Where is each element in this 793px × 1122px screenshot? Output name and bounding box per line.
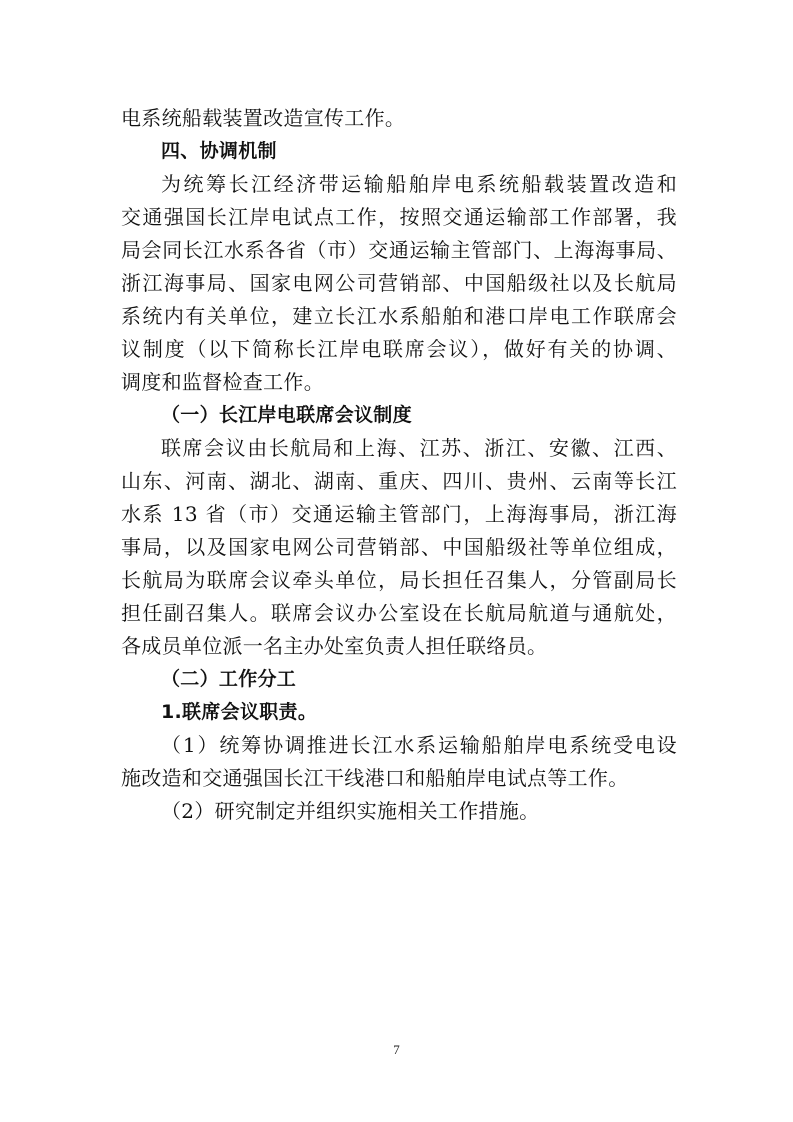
paragraph-line: 系统内有关单位，建立长江水系船舶和港口岸电工作联席会 bbox=[121, 304, 677, 328]
paragraph-line: 联席会议由长航局和上海、江苏、浙江、安徽、江西、 bbox=[161, 436, 677, 460]
paragraph-line: （2）研究制定并组织实施相关工作措施。 bbox=[161, 799, 540, 823]
subsection-heading: （一）长江岸电联席会议制度 bbox=[161, 404, 412, 426]
paragraph-line: 各成员单位派一名主办处室负责人担任联络员。 bbox=[121, 634, 548, 658]
paragraph-line: 水系 13 省（市）交通运输主管部门，上海海事局，浙江海 bbox=[121, 502, 677, 526]
paragraph-line: 局会同长江水系各省（市）交通运输主管部门、上海海事局、 bbox=[121, 238, 677, 262]
body-text bbox=[121, 102, 677, 828]
paragraph-line: 交通强国长江岸电试点工作，按照交通运输部工作部署，我 bbox=[121, 205, 677, 229]
paragraph-line: 山东、河南、湖北、湖南、重庆、四川、贵州、云南等长江 bbox=[121, 469, 677, 493]
subsection-heading: （二）工作分工 bbox=[161, 668, 297, 690]
section-heading: 四、协调机制 bbox=[161, 140, 277, 162]
paragraph-line: 事局，以及国家电网公司营销部、中国船级社等单位组成， bbox=[121, 535, 677, 559]
paragraph-line: 施改造和交通强国长江干线港口和船舶岸电试点等工作。 bbox=[121, 766, 629, 790]
paragraph-line: 议制度（以下简称长江岸电联席会议），做好有关的协调、 bbox=[121, 337, 677, 361]
paragraph-line: （1）统筹协调推进长江水系运输船舶岸电系统受电设 bbox=[161, 733, 677, 757]
paragraph-line: 担任副召集人。联席会议办公室设在长航局航道与通航处， bbox=[121, 601, 677, 625]
item-heading: 1.联席会议职责。 bbox=[161, 701, 318, 723]
paragraph-line: 长航局为联席会议牵头单位，局长担任召集人，分管副局长 bbox=[121, 568, 677, 592]
paragraph-line: 为统筹长江经济带运输船舶岸电系统船载装置改造和 bbox=[161, 172, 677, 196]
paragraph-line: 调度和监督检查工作。 bbox=[121, 370, 324, 394]
paragraph-line: 浙江海事局、国家电网公司营销部、中国船级社以及长航局 bbox=[121, 271, 677, 295]
page-number: 7 bbox=[393, 1042, 400, 1057]
paragraph-line: 电系统船载装置改造宣传工作。 bbox=[121, 106, 406, 130]
